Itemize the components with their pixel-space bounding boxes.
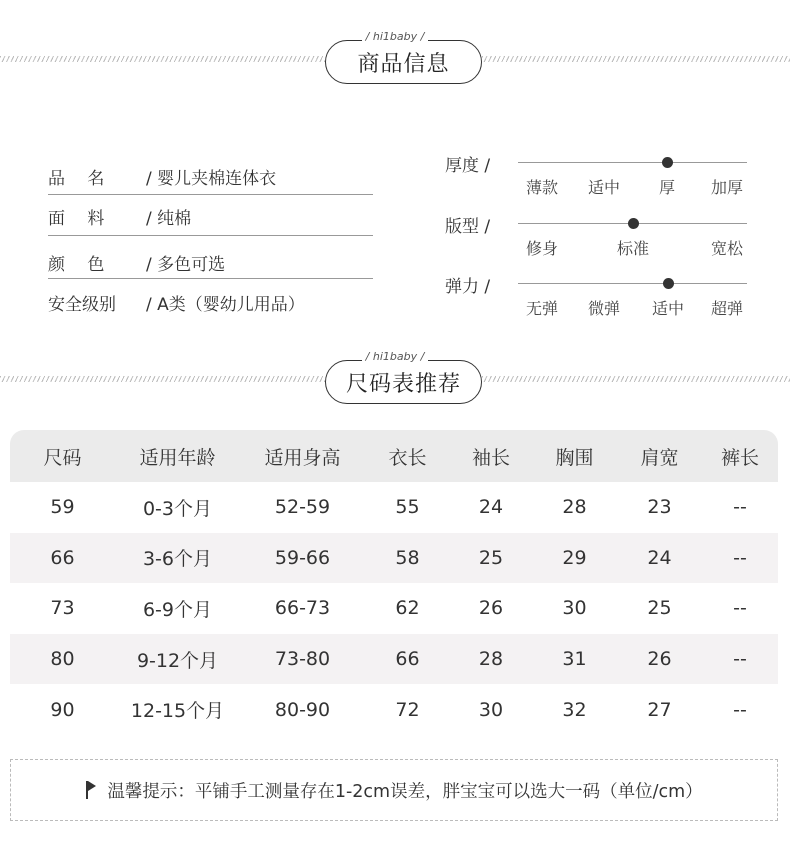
- table-cell: 80: [50, 648, 75, 671]
- scale-option: 无弹: [525, 299, 559, 318]
- column-header: 肩宽: [640, 446, 679, 469]
- table-cell: 27: [647, 698, 672, 721]
- table-cell: 72: [395, 698, 420, 721]
- table-cell: 30: [478, 698, 504, 721]
- scale-option: 修身: [525, 239, 559, 258]
- table-cell: 9-12个月: [136, 649, 219, 672]
- scale-option: 适中: [587, 178, 621, 197]
- column-header: 衣长: [388, 446, 427, 469]
- column-header: 袖长: [471, 446, 510, 469]
- tip-text: 温馨提示：平铺手工测量存在1-2cm误差，胖宝宝可以选大一码（单位/cm）: [107, 781, 703, 802]
- info-row-safety: [48, 290, 373, 315]
- table-cell: 23: [647, 496, 672, 519]
- scale-option: 微弹: [587, 299, 621, 318]
- table-cell: 30: [562, 597, 587, 620]
- table-cell: --: [733, 698, 747, 721]
- table-cell: 26: [478, 597, 504, 620]
- info-value: / 多色可选: [146, 255, 226, 275]
- stretch-scale: [445, 278, 750, 328]
- table-cell: --: [733, 597, 747, 620]
- table-cell: 55: [395, 496, 420, 519]
- table-row: [10, 583, 778, 634]
- scale-name: 厚度 /: [445, 156, 491, 176]
- table-cell: 24: [478, 496, 504, 519]
- table-cell: 12-15个月: [130, 700, 225, 723]
- hatch-divider-left: [0, 56, 325, 62]
- scale-option: 标准: [616, 239, 650, 258]
- fit-scale: [445, 218, 750, 268]
- table-row: [10, 634, 778, 685]
- info-value: / 纯棉: [146, 209, 192, 229]
- brand-tag: / hi1baby /: [0, 30, 790, 43]
- table-row: [10, 684, 778, 735]
- table-cell: 26: [647, 648, 672, 671]
- table-cell: 25: [478, 546, 504, 569]
- thickness-scale: [445, 157, 750, 207]
- table-cell: 58: [395, 546, 420, 569]
- table-cell: --: [733, 496, 747, 519]
- table-cell: 73: [50, 597, 75, 620]
- info-label: 品 名: [48, 169, 105, 189]
- size-table: [10, 430, 778, 735]
- scale-option: 薄款: [525, 178, 559, 197]
- table-row: [10, 533, 778, 584]
- flag-icon: [85, 781, 97, 799]
- table-cell: 73-80: [274, 648, 331, 671]
- table-cell: 66-73: [274, 597, 331, 620]
- table-cell: 25: [647, 597, 672, 620]
- table-cell: 24: [647, 546, 672, 569]
- column-header: 尺码: [43, 446, 82, 469]
- section-header-product-info: [0, 30, 790, 90]
- table-cell: 28: [562, 496, 587, 519]
- table-cell: --: [733, 648, 747, 671]
- scale-marker: [663, 278, 674, 289]
- scale-option: 加厚: [710, 178, 744, 197]
- info-row-fabric: [48, 204, 373, 229]
- scale-track: [518, 162, 747, 163]
- column-header: 裤长: [720, 446, 759, 469]
- table-cell: 66: [395, 648, 420, 671]
- info-label: 颜 色: [48, 255, 105, 275]
- column-header: 适用身高: [264, 446, 341, 469]
- table-cell: 66: [50, 546, 75, 569]
- info-label: 面 料: [48, 209, 105, 229]
- table-cell: 80-90: [274, 698, 331, 721]
- table-cell: 6-9个月: [142, 598, 213, 621]
- scale-track: [518, 283, 747, 284]
- column-header: 适用年龄: [139, 446, 216, 469]
- table-cell: 90: [50, 698, 75, 721]
- scale-option: 宽松: [710, 239, 744, 258]
- table-cell: --: [733, 546, 747, 569]
- scale-option: 超弹: [710, 299, 744, 318]
- hatch-divider-right: [482, 56, 790, 62]
- section-title: 商品信息: [325, 40, 482, 84]
- info-row-color: [48, 250, 373, 275]
- scale-option: 厚: [658, 178, 676, 197]
- info-row-name: [48, 164, 373, 189]
- table-header-row: [10, 430, 778, 482]
- divider: [48, 235, 373, 236]
- info-label: 安全级别: [48, 295, 116, 315]
- divider: [48, 278, 373, 279]
- table-cell: 29: [562, 546, 587, 569]
- scale-option: 适中: [651, 299, 685, 318]
- hatch-divider-right: [482, 376, 790, 382]
- scale-name: 弹力 /: [445, 277, 491, 297]
- measurement-tip: [10, 759, 778, 821]
- table-cell: 31: [562, 648, 587, 671]
- table-cell: 59-66: [274, 546, 331, 569]
- brand-tag: / hi1baby /: [0, 350, 790, 363]
- divider: [48, 194, 373, 195]
- table-cell: 52-59: [274, 496, 331, 519]
- scale-marker: [662, 157, 673, 168]
- info-value: / 婴儿夹棉连体衣: [146, 169, 277, 189]
- table-cell: 32: [562, 698, 587, 721]
- section-header-size-chart: [0, 350, 790, 410]
- table-cell: 28: [478, 648, 504, 671]
- table-cell: 59: [50, 496, 75, 519]
- scale-name: 版型 /: [445, 217, 491, 237]
- column-header: 胸围: [555, 446, 594, 469]
- table-cell: 62: [395, 597, 420, 620]
- table-row: [10, 482, 778, 533]
- hatch-divider-left: [0, 376, 325, 382]
- table-cell: 0-3个月: [142, 497, 213, 520]
- section-title: 尺码表推荐: [325, 360, 482, 404]
- scale-marker: [628, 218, 639, 229]
- table-cell: 3-6个月: [142, 548, 213, 571]
- info-value: / A类（婴幼儿用品）: [146, 295, 305, 315]
